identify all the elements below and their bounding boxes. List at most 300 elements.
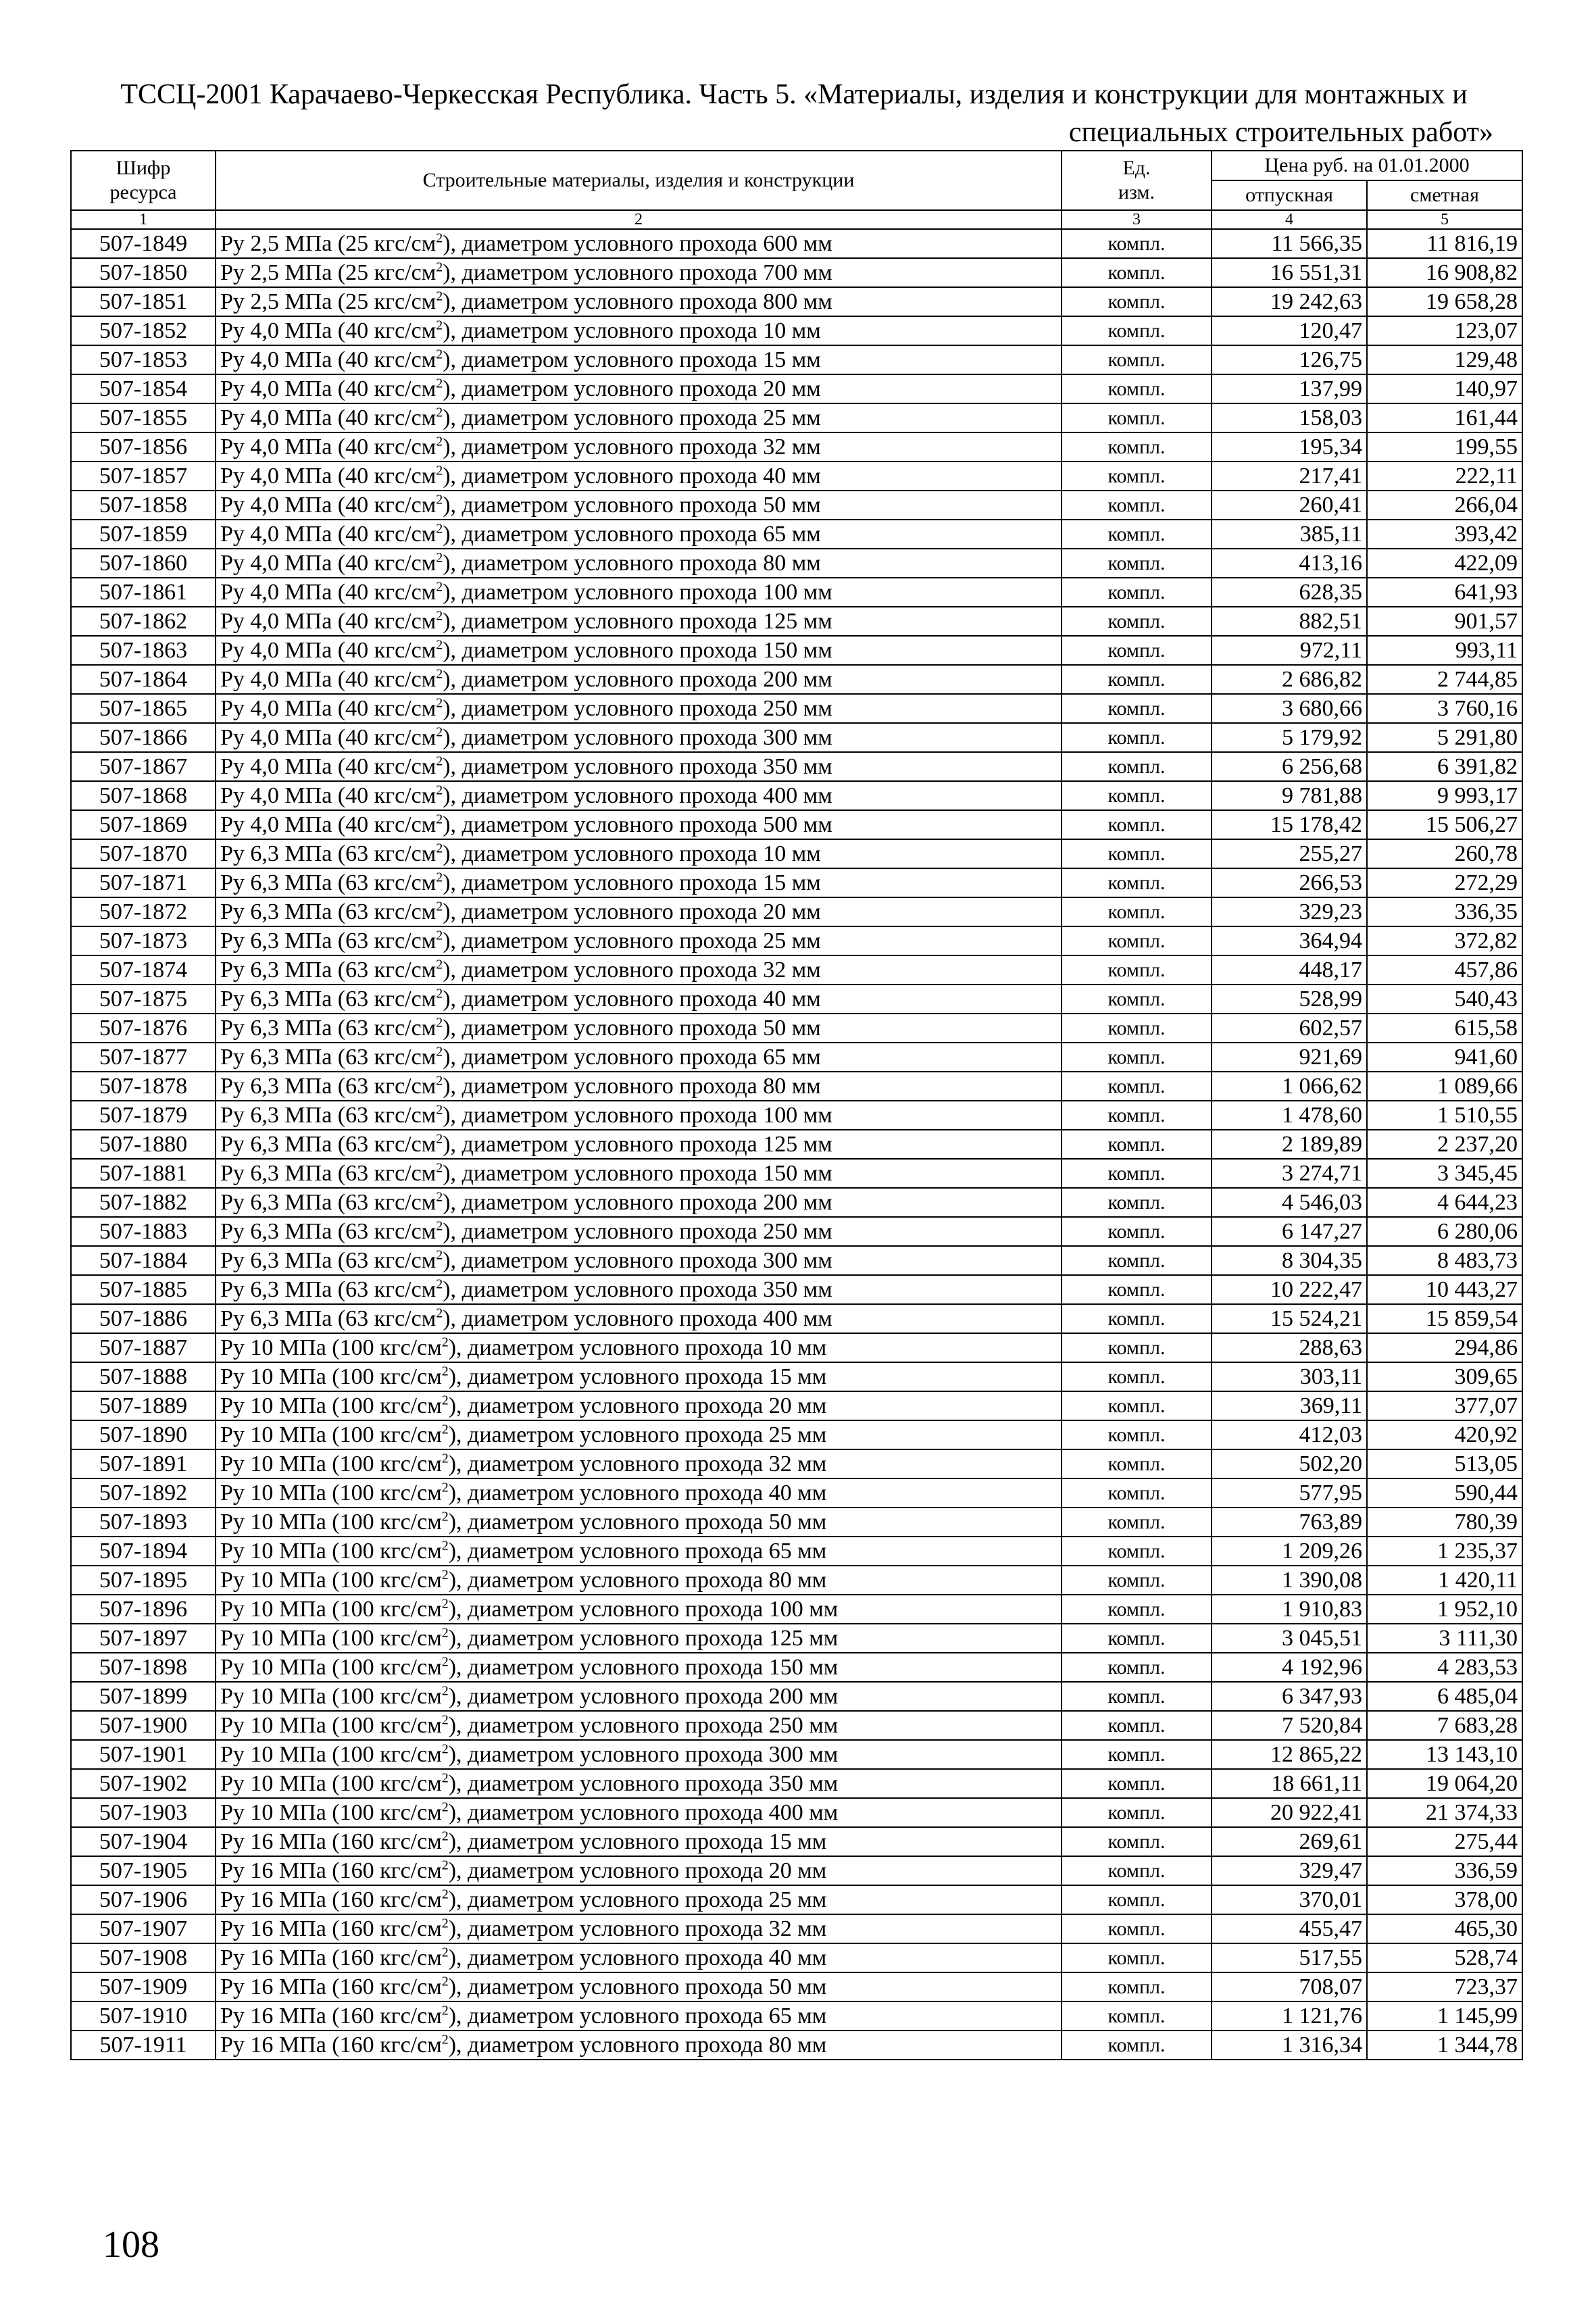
material-pressure: Ру 10 МПа (100 кгс/см (220, 1451, 442, 1476)
material-name (216, 549, 1062, 578)
material-name (216, 1798, 1062, 1827)
release-price: 9 781,88 (1212, 781, 1367, 810)
release-price: 329,23 (1212, 897, 1367, 926)
table-row (71, 374, 1522, 403)
table-row (71, 1304, 1522, 1333)
table-row (71, 1653, 1522, 1682)
material-diameter: ), диаметром условного прохода 15 мм (443, 870, 821, 895)
table-row (71, 926, 1522, 955)
unit: компл. (1062, 607, 1212, 636)
unit: компл. (1062, 868, 1212, 897)
material-pressure: Ру 4,0 МПа (40 кгс/см (220, 493, 437, 518)
material-diameter: ), диаметром условного прохода 20 мм (448, 1393, 827, 1418)
release-price: 6 347,93 (1212, 1682, 1367, 1711)
material-pressure: Ру 10 МПа (100 кгс/см (220, 1422, 442, 1447)
resource-code: 507-1908 (71, 1943, 216, 1972)
resource-code: 507-1894 (71, 1537, 216, 1566)
material-name (216, 462, 1062, 491)
material-pressure: Ру 6,3 МПа (63 кгс/см (220, 870, 437, 895)
material-pressure: Ру 16 МПа (160 кгс/см (220, 2003, 442, 2028)
material-diameter: ), диаметром условного прохода 400 мм (443, 783, 832, 808)
resource-code: 507-1861 (71, 578, 216, 607)
unit: компл. (1062, 781, 1212, 810)
release-price: 448,17 (1212, 955, 1367, 985)
unit: компл. (1062, 374, 1212, 403)
resource-code: 507-1864 (71, 665, 216, 694)
material-pressure: Ру 4,0 МПа (40 кгс/см (220, 754, 437, 779)
header-price: Цена руб. на 01.01.2000 (1212, 151, 1522, 180)
unit-exponent: 2 (436, 1160, 443, 1176)
material-diameter: ), диаметром условного прохода 300 мм (443, 1248, 832, 1273)
material-diameter: ), диаметром условного прохода 250 мм (448, 1713, 839, 1738)
unit: компл. (1062, 1072, 1212, 1101)
material-diameter: ), диаметром условного прохода 350 мм (443, 1277, 832, 1302)
unit: компл. (1062, 1595, 1212, 1624)
resource-code: 507-1895 (71, 1566, 216, 1595)
material-name (216, 955, 1062, 985)
estimate-price: 3 111,30 (1367, 1624, 1522, 1653)
unit: компл. (1062, 839, 1212, 868)
estimate-price: 5 291,80 (1367, 723, 1522, 752)
material-name (216, 810, 1062, 839)
estimate-price: 780,39 (1367, 1508, 1522, 1537)
header-release: отпускная (1212, 180, 1367, 210)
unit-exponent: 2 (436, 318, 443, 333)
material-name (216, 1420, 1062, 1449)
table-row (71, 287, 1522, 316)
unit-exponent: 2 (441, 1538, 449, 1553)
release-price: 1 478,60 (1212, 1101, 1367, 1130)
title-line-1: ТССЦ-2001 Карачаево-Черкесская Республика. Часть 5. «Материалы, изделия и конструкции для монтажных и (120, 79, 1468, 110)
unit-exponent: 2 (436, 492, 443, 507)
estimate-price: 294,86 (1367, 1333, 1522, 1362)
unit-exponent: 2 (441, 1335, 449, 1350)
material-name (216, 1624, 1062, 1653)
material-name (216, 1449, 1062, 1478)
release-price: 3 274,71 (1212, 1159, 1367, 1188)
resource-code: 507-1886 (71, 1304, 216, 1333)
material-diameter: ), диаметром условного прохода 50 мм (443, 1016, 821, 1041)
column-number: 5 (1367, 210, 1522, 229)
unit-exponent: 2 (436, 230, 443, 246)
unit: компл. (1062, 665, 1212, 694)
resource-code: 507-1887 (71, 1333, 216, 1362)
estimate-price: 1 952,10 (1367, 1595, 1522, 1624)
material-name (216, 1972, 1062, 2001)
resource-code: 507-1897 (71, 1624, 216, 1653)
resource-code: 507-1863 (71, 636, 216, 665)
resource-code: 507-1868 (71, 781, 216, 810)
table-row (71, 578, 1522, 607)
estimate-price: 723,37 (1367, 1972, 1522, 2001)
material-diameter: ), диаметром условного прохода 20 мм (448, 1858, 827, 1883)
material-name (216, 229, 1062, 258)
resource-code: 507-1888 (71, 1362, 216, 1391)
release-price: 19 242,63 (1212, 287, 1367, 316)
material-pressure: Ру 2,5 МПа (25 кгс/см (220, 289, 437, 314)
material-name (216, 374, 1062, 403)
material-diameter: ), диаметром условного прохода 350 мм (443, 754, 832, 779)
material-name (216, 1827, 1062, 1856)
table-row (71, 1798, 1522, 1827)
unit: компл. (1062, 258, 1212, 287)
resource-code: 507-1874 (71, 955, 216, 985)
resource-code: 507-1871 (71, 868, 216, 897)
material-name (216, 432, 1062, 462)
release-price: 1 390,08 (1212, 1566, 1367, 1595)
estimate-price: 6 485,04 (1367, 1682, 1522, 1711)
material-diameter: ), диаметром условного прохода 600 мм (443, 231, 832, 256)
material-name (216, 1159, 1062, 1188)
estimate-price: 3 345,45 (1367, 1159, 1522, 1188)
resource-code: 507-1885 (71, 1275, 216, 1304)
release-price: 158,03 (1212, 403, 1367, 432)
material-pressure: Ру 10 МПа (100 кгс/см (220, 1800, 442, 1825)
unit: компл. (1062, 549, 1212, 578)
table-row (71, 1478, 1522, 1508)
estimate-price: 161,44 (1367, 403, 1522, 432)
material-name (216, 1217, 1062, 1246)
unit-exponent: 2 (441, 1887, 449, 1902)
release-price: 412,03 (1212, 1420, 1367, 1449)
table-row (71, 868, 1522, 897)
release-price: 364,94 (1212, 926, 1367, 955)
material-name (216, 1014, 1062, 1043)
header-unit: Ед. изм. (1062, 151, 1212, 210)
material-diameter: ), диаметром условного прохода 40 мм (443, 987, 821, 1012)
material-pressure: Ру 2,5 МПа (25 кгс/см (220, 231, 437, 256)
material-pressure: Ру 4,0 МПа (40 кгс/см (220, 638, 437, 663)
material-name (216, 1072, 1062, 1101)
material-diameter: ), диаметром условного прохода 32 мм (443, 957, 821, 982)
unit-exponent: 2 (436, 1015, 443, 1030)
material-diameter: ), диаметром условного прохода 800 мм (443, 289, 832, 314)
unit-exponent: 2 (441, 1451, 449, 1466)
release-price: 882,51 (1212, 607, 1367, 636)
material-name (216, 868, 1062, 897)
unit-exponent: 2 (441, 2003, 449, 2018)
resource-code: 507-1883 (71, 1217, 216, 1246)
table-row (71, 1537, 1522, 1566)
table-row (71, 694, 1522, 723)
unit-exponent: 2 (436, 347, 443, 362)
table-row (71, 1159, 1522, 1188)
resource-code: 507-1869 (71, 810, 216, 839)
table-row (71, 752, 1522, 781)
unit-exponent: 2 (436, 899, 443, 914)
material-name (216, 723, 1062, 752)
material-pressure: Ру 4,0 МПа (40 кгс/см (220, 696, 437, 721)
resource-code: 507-1898 (71, 1653, 216, 1682)
estimate-price: 16 908,82 (1367, 258, 1522, 287)
table-row (71, 1885, 1522, 1914)
material-pressure: Ру 4,0 МПа (40 кгс/см (220, 464, 437, 489)
table-row (71, 1362, 1522, 1391)
release-price: 517,55 (1212, 1943, 1367, 1972)
column-number: 1 (71, 210, 216, 229)
material-diameter: ), диаметром условного прохода 15 мм (448, 1364, 827, 1389)
material-pressure: Ру 16 МПа (160 кгс/см (220, 2033, 442, 2058)
material-name (216, 1508, 1062, 1537)
resource-code: 507-1902 (71, 1769, 216, 1798)
unit-exponent: 2 (441, 1741, 449, 1757)
unit: компл. (1062, 1740, 1212, 1769)
unit: компл. (1062, 1624, 1212, 1653)
material-name (216, 1362, 1062, 1391)
material-diameter: ), диаметром условного прохода 50 мм (448, 1510, 827, 1535)
release-price: 385,11 (1212, 520, 1367, 549)
unit-exponent: 2 (441, 1858, 449, 1873)
release-price: 3 045,51 (1212, 1624, 1367, 1653)
material-diameter: ), диаметром условного прохода 10 мм (443, 318, 821, 343)
unit: компл. (1062, 636, 1212, 665)
unit-exponent: 2 (436, 637, 443, 653)
material-name (216, 316, 1062, 345)
unit-exponent: 2 (436, 1131, 443, 1147)
table-row (71, 1972, 1522, 2001)
unit: компл. (1062, 229, 1212, 258)
resource-code: 507-1878 (71, 1072, 216, 1101)
table-row (71, 520, 1522, 549)
estimate-price: 615,58 (1367, 1014, 1522, 1043)
material-name (216, 1566, 1062, 1595)
resource-code: 507-1910 (71, 2001, 216, 2031)
release-price: 126,75 (1212, 345, 1367, 374)
estimate-price: 422,09 (1367, 549, 1522, 578)
material-pressure: Ру 10 МПа (100 кгс/см (220, 1393, 442, 1418)
table-row (71, 491, 1522, 520)
release-price: 12 865,22 (1212, 1740, 1367, 1769)
release-price: 20 922,41 (1212, 1798, 1367, 1827)
release-price: 1 316,34 (1212, 2031, 1367, 2060)
estimate-price: 393,42 (1367, 520, 1522, 549)
resource-code: 507-1889 (71, 1391, 216, 1420)
material-name (216, 1711, 1062, 1740)
material-pressure: Ру 4,0 МПа (40 кгс/см (220, 812, 437, 837)
unit: компл. (1062, 1043, 1212, 1072)
resource-code: 507-1873 (71, 926, 216, 955)
estimate-price: 309,65 (1367, 1362, 1522, 1391)
estimate-price: 1 235,37 (1367, 1537, 1522, 1566)
table-row (71, 1188, 1522, 1217)
unit-exponent: 2 (441, 1596, 449, 1612)
unit: компл. (1062, 432, 1212, 462)
material-diameter: ), диаметром условного прохода 125 мм (443, 1132, 832, 1157)
resource-code: 507-1857 (71, 462, 216, 491)
table-row (71, 1682, 1522, 1711)
material-name (216, 1043, 1062, 1072)
estimate-price: 4 283,53 (1367, 1653, 1522, 1682)
release-price: 628,35 (1212, 578, 1367, 607)
unit-exponent: 2 (441, 1654, 449, 1670)
material-name (216, 781, 1062, 810)
table-body (71, 229, 1522, 2060)
material-diameter: ), диаметром условного прохода 80 мм (448, 2033, 827, 2058)
estimate-price: 457,86 (1367, 955, 1522, 985)
estimate-price: 540,43 (1367, 985, 1522, 1014)
resource-code: 507-1911 (71, 2031, 216, 2060)
release-price: 6 256,68 (1212, 752, 1367, 781)
resource-code: 507-1872 (71, 897, 216, 926)
unit: компл. (1062, 723, 1212, 752)
material-pressure: Ру 2,5 МПа (25 кгс/см (220, 260, 437, 285)
material-name (216, 2001, 1062, 2031)
release-price: 16 551,31 (1212, 258, 1367, 287)
material-name (216, 403, 1062, 432)
table-row (71, 1449, 1522, 1478)
estimate-price: 336,59 (1367, 1856, 1522, 1885)
estimate-price: 21 374,33 (1367, 1798, 1522, 1827)
material-diameter: ), диаметром условного прохода 32 мм (443, 434, 821, 459)
material-name (216, 607, 1062, 636)
material-name (216, 1769, 1062, 1798)
resource-code: 507-1865 (71, 694, 216, 723)
table-row (71, 897, 1522, 926)
material-diameter: ), диаметром условного прохода 15 мм (448, 1829, 827, 1854)
estimate-price: 513,05 (1367, 1449, 1522, 1478)
material-diameter: ), диаметром условного прохода 100 мм (443, 580, 832, 605)
release-price: 413,16 (1212, 549, 1367, 578)
resource-code: 507-1855 (71, 403, 216, 432)
material-name (216, 1246, 1062, 1275)
material-diameter: ), диаметром условного прохода 400 мм (443, 1306, 832, 1331)
unit-exponent: 2 (436, 376, 443, 391)
unit: компл. (1062, 955, 1212, 985)
unit-exponent: 2 (441, 1509, 449, 1524)
estimate-price: 590,44 (1367, 1478, 1522, 1508)
material-pressure: Ру 6,3 МПа (63 кгс/см (220, 1103, 437, 1128)
estimate-price: 6 280,06 (1367, 1217, 1522, 1246)
table-row (71, 1333, 1522, 1362)
material-pressure: Ру 4,0 МПа (40 кгс/см (220, 347, 437, 372)
material-diameter: ), диаметром условного прохода 100 мм (448, 1597, 839, 1622)
unit: компл. (1062, 926, 1212, 955)
unit-exponent: 2 (436, 463, 443, 478)
unit-exponent: 2 (436, 724, 443, 740)
material-name (216, 491, 1062, 520)
material-diameter: ), диаметром условного прохода 250 мм (443, 696, 832, 721)
price-table (70, 150, 1523, 2060)
table-row (71, 985, 1522, 1014)
material-diameter: ), диаметром условного прохода 32 мм (448, 1916, 827, 1941)
material-name (216, 1275, 1062, 1304)
resource-code: 507-1876 (71, 1014, 216, 1043)
estimate-price: 222,11 (1367, 462, 1522, 491)
release-price: 4 192,96 (1212, 1653, 1367, 1682)
unit-exponent: 2 (436, 753, 443, 769)
estimate-price: 199,55 (1367, 432, 1522, 462)
estimate-price: 13 143,10 (1367, 1740, 1522, 1769)
material-pressure: Ру 4,0 МПа (40 кгс/см (220, 551, 437, 576)
unit-exponent: 2 (436, 550, 443, 566)
material-pressure: Ру 4,0 МПа (40 кгс/см (220, 725, 437, 750)
material-diameter: ), диаметром условного прохода 300 мм (443, 725, 832, 750)
material-pressure: Ру 6,3 МПа (63 кгс/см (220, 1277, 437, 1302)
estimate-price: 378,00 (1367, 1885, 1522, 1914)
material-pressure: Ру 16 МПа (160 кгс/см (220, 1829, 442, 1854)
material-diameter: ), диаметром условного прохода 20 мм (443, 899, 821, 924)
resource-code: 507-1890 (71, 1420, 216, 1449)
unit-exponent: 2 (441, 1799, 449, 1815)
release-price: 455,47 (1212, 1914, 1367, 1943)
unit: компл. (1062, 1391, 1212, 1420)
table-row (71, 2031, 1522, 2060)
material-pressure: Ру 4,0 МПа (40 кгс/см (220, 434, 437, 459)
material-diameter: ), диаметром условного прохода 200 мм (443, 1190, 832, 1215)
unit: компл. (1062, 694, 1212, 723)
resource-code: 507-1849 (71, 229, 216, 258)
material-diameter: ), диаметром условного прохода 20 мм (443, 376, 821, 401)
unit-exponent: 2 (436, 841, 443, 856)
unit-exponent: 2 (436, 1305, 443, 1321)
unit: компл. (1062, 1537, 1212, 1566)
unit: компл. (1062, 810, 1212, 839)
resource-code: 507-1879 (71, 1101, 216, 1130)
material-diameter: ), диаметром условного прохода 700 мм (443, 260, 832, 285)
estimate-price: 15 859,54 (1367, 1304, 1522, 1333)
estimate-price: 901,57 (1367, 607, 1522, 636)
unit-exponent: 2 (436, 289, 443, 304)
material-name (216, 1391, 1062, 1420)
unit-exponent: 2 (436, 579, 443, 595)
material-name (216, 1856, 1062, 1885)
release-price: 2 189,89 (1212, 1130, 1367, 1159)
unit: компл. (1062, 1653, 1212, 1682)
estimate-price: 129,48 (1367, 345, 1522, 374)
unit-exponent: 2 (436, 1218, 443, 1234)
table-row (71, 1101, 1522, 1130)
material-diameter: ), диаметром условного прохода 80 мм (448, 1568, 827, 1593)
material-name (216, 1188, 1062, 1217)
resource-code: 507-1880 (71, 1130, 216, 1159)
material-pressure: Ру 6,3 МПа (63 кгс/см (220, 1190, 437, 1215)
table-row (71, 432, 1522, 462)
table-row (71, 549, 1522, 578)
unit-exponent: 2 (436, 928, 443, 943)
unit-exponent: 2 (436, 666, 443, 682)
estimate-price: 1 420,11 (1367, 1566, 1522, 1595)
table-row (71, 810, 1522, 839)
estimate-price: 336,35 (1367, 897, 1522, 926)
unit-exponent: 2 (441, 1422, 449, 1437)
release-price: 972,11 (1212, 636, 1367, 665)
material-diameter: ), диаметром условного прохода 10 мм (448, 1335, 827, 1360)
resource-code: 507-1859 (71, 520, 216, 549)
unit: компл. (1062, 2001, 1212, 2031)
material-pressure: Ру 10 МПа (100 кгс/см (220, 1713, 442, 1738)
resource-code: 507-1901 (71, 1740, 216, 1769)
material-pressure: Ру 6,3 МПа (63 кгс/см (220, 1306, 437, 1331)
material-pressure: Ру 10 МПа (100 кгс/см (220, 1742, 442, 1767)
estimate-price: 528,74 (1367, 1943, 1522, 1972)
material-pressure: Ру 16 МПа (160 кгс/см (220, 1858, 442, 1883)
table-row (71, 1014, 1522, 1043)
release-price: 577,95 (1212, 1478, 1367, 1508)
material-name (216, 665, 1062, 694)
table-row (71, 1391, 1522, 1420)
unit: компл. (1062, 578, 1212, 607)
material-diameter: ), диаметром условного прохода 25 мм (448, 1887, 827, 1912)
unit: компл. (1062, 345, 1212, 374)
unit: компл. (1062, 1246, 1212, 1275)
estimate-price: 19 064,20 (1367, 1769, 1522, 1798)
table-row (71, 229, 1522, 258)
table-row (71, 1856, 1522, 1885)
unit: компл. (1062, 1885, 1212, 1914)
unit: компл. (1062, 1159, 1212, 1188)
unit: компл. (1062, 1827, 1212, 1856)
release-price: 1 121,76 (1212, 2001, 1367, 2031)
